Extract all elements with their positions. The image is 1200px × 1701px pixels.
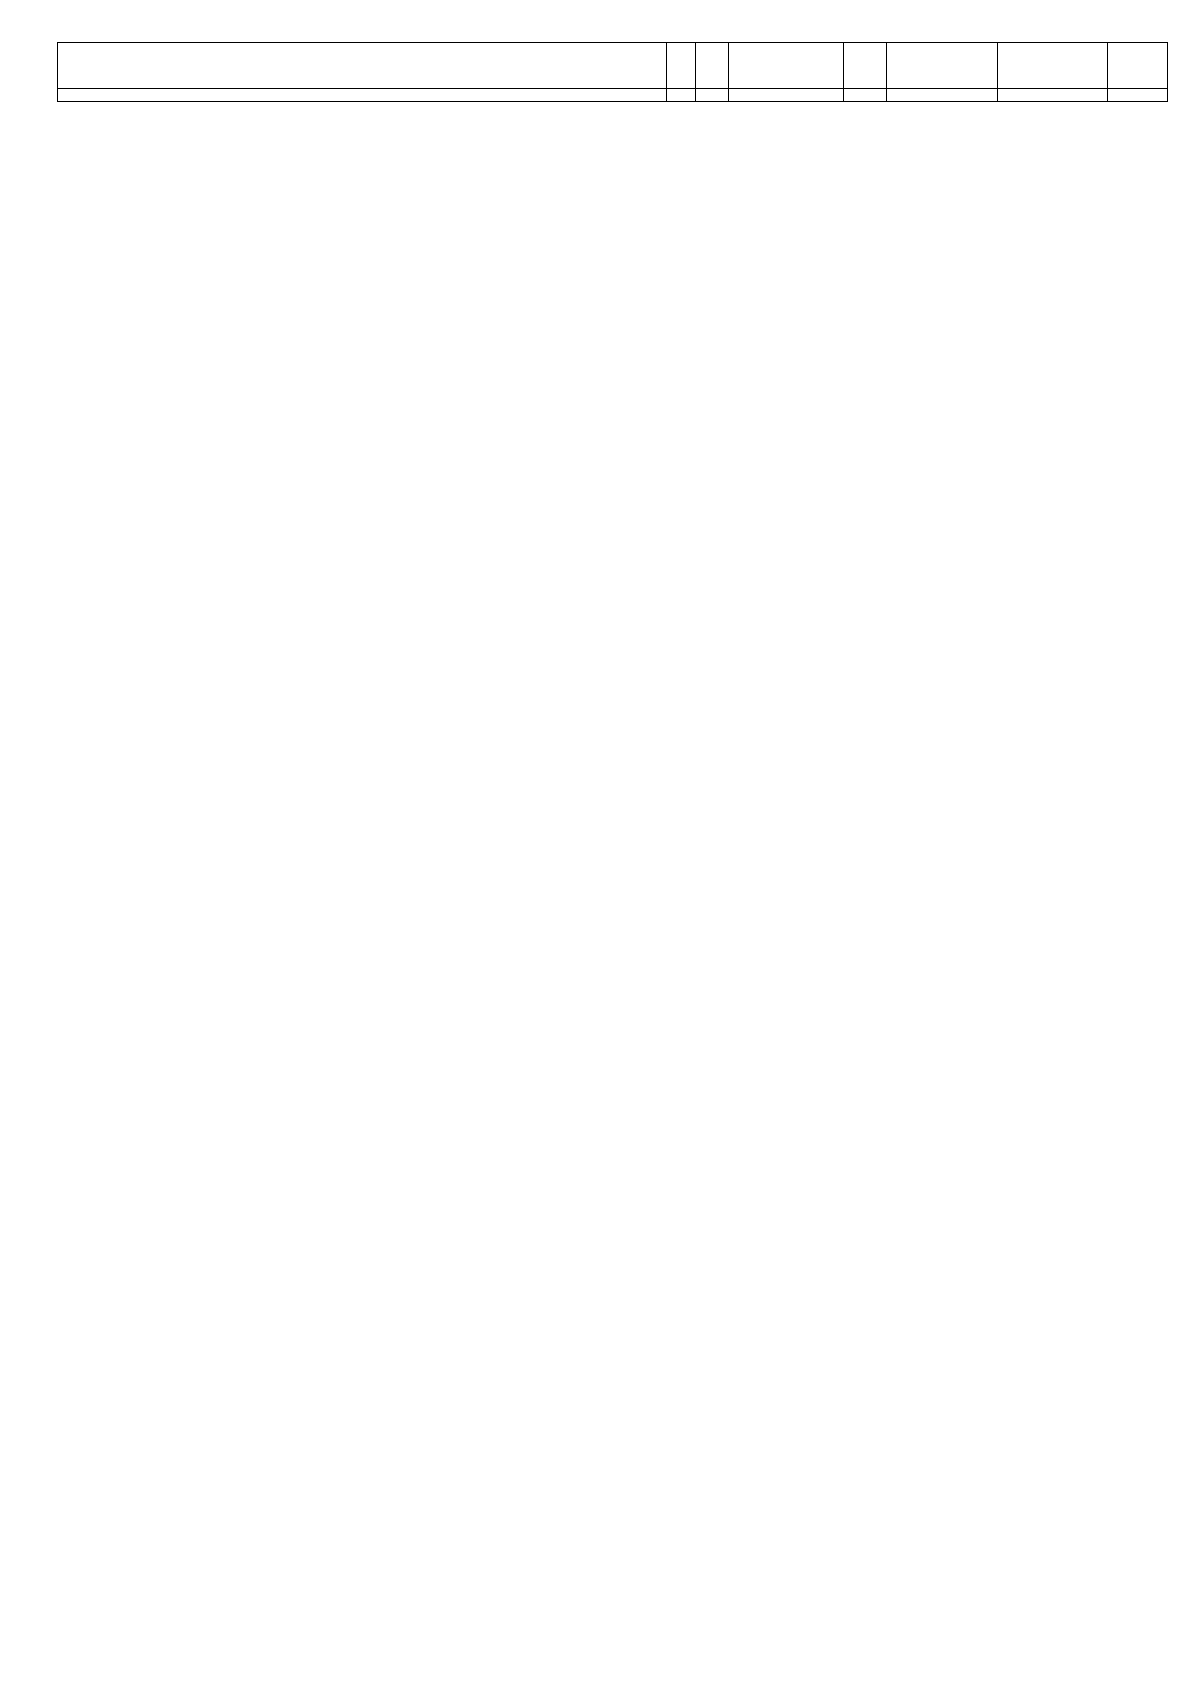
header-percent [1108,43,1167,88]
table-header [57,42,1168,102]
header-num-1 [58,88,667,101]
header-vr [844,43,887,88]
header-pr [696,43,729,88]
header-executed [998,43,1108,88]
header-num-5 [844,88,887,101]
header-num-7 [998,88,1108,101]
header-csr [729,43,844,88]
header-rz [667,43,696,88]
header-name [58,43,667,88]
header-num-6 [887,88,998,101]
header-approved [887,43,998,88]
header-num-3 [696,88,729,101]
header-num-8 [1108,88,1167,101]
budget-table-body [57,102,1168,1682]
header-num-4 [729,88,844,101]
header-num-2 [667,88,696,101]
